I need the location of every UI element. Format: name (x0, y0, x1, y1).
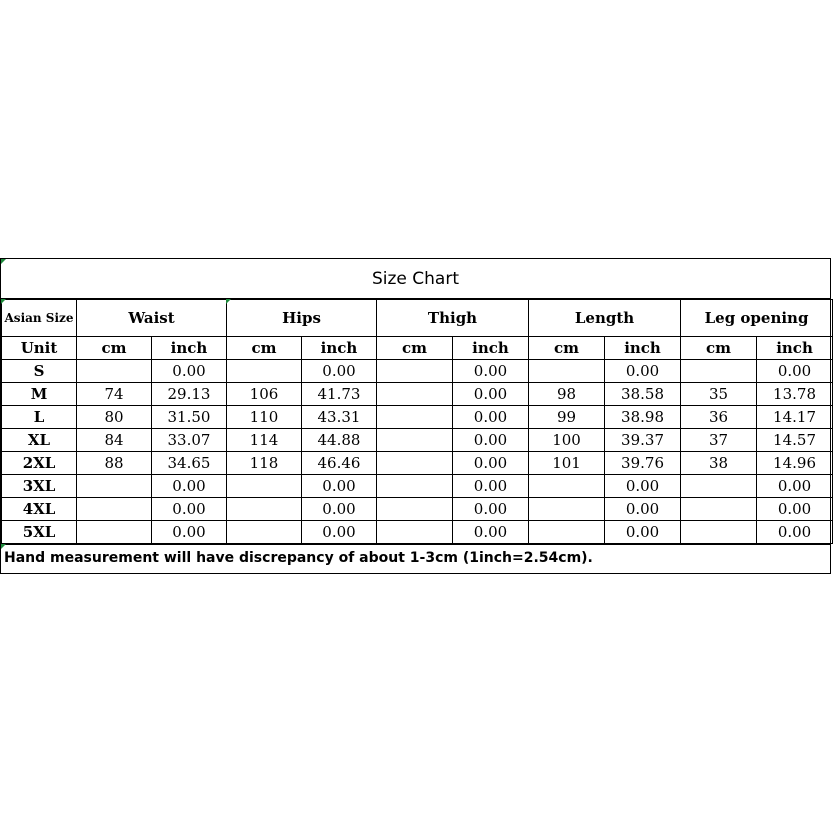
unit-cell: cm (227, 337, 302, 360)
table-cell: 0.00 (605, 475, 681, 498)
table-cell (377, 406, 453, 429)
table-cell: 14.57 (757, 429, 833, 452)
table-cell: 0.00 (605, 360, 681, 383)
unit-cell: cm (529, 337, 605, 360)
cell-marker (1, 259, 6, 264)
table-cell: 0.00 (152, 360, 227, 383)
table-cell: 110 (227, 406, 302, 429)
size-table (1, 299, 833, 544)
table-cell: 88 (77, 452, 152, 475)
table-cell: 39.37 (605, 429, 681, 452)
table-cell: 0.00 (605, 521, 681, 544)
table-cell (681, 475, 757, 498)
size-rows (2, 360, 833, 544)
size-label: 3XL (2, 475, 77, 498)
table-cell: 100 (529, 429, 605, 452)
table-row (2, 429, 833, 452)
group-header-waist: Waist (77, 300, 227, 337)
table-cell (77, 498, 152, 521)
cell-marker (1, 299, 6, 304)
table-cell: 37 (681, 429, 757, 452)
table-cell: 106 (227, 383, 302, 406)
table-cell: 13.78 (757, 383, 833, 406)
table-cell (227, 475, 302, 498)
table-cell: 0.00 (453, 406, 529, 429)
table-cell (377, 521, 453, 544)
table-row (2, 475, 833, 498)
group-header-hips: Hips (227, 300, 377, 337)
table-cell: 31.50 (152, 406, 227, 429)
table-cell: 101 (529, 452, 605, 475)
table-cell: 41.73 (302, 383, 377, 406)
table-cell: 0.00 (453, 498, 529, 521)
table-cell (77, 521, 152, 544)
table-cell: 118 (227, 452, 302, 475)
table-cell: 0.00 (605, 498, 681, 521)
table-cell: 0.00 (757, 475, 833, 498)
table-cell: 0.00 (757, 521, 833, 544)
table-row (2, 360, 833, 383)
table-cell: 44.88 (302, 429, 377, 452)
unit-cell: inch (152, 337, 227, 360)
table-cell: 46.46 (302, 452, 377, 475)
unit-label: Unit (2, 337, 77, 360)
unit-cell: cm (77, 337, 152, 360)
unit-cell: inch (302, 337, 377, 360)
size-label: 5XL (2, 521, 77, 544)
table-cell: 14.17 (757, 406, 833, 429)
table-cell (77, 475, 152, 498)
table-cell: 80 (77, 406, 152, 429)
table-cell (529, 498, 605, 521)
table-cell: 43.31 (302, 406, 377, 429)
size-label: 4XL (2, 498, 77, 521)
table-cell: 34.65 (152, 452, 227, 475)
table-cell: 38.58 (605, 383, 681, 406)
table-row (2, 406, 833, 429)
size-label: L (2, 406, 77, 429)
table-cell: 33.07 (152, 429, 227, 452)
table-cell (227, 360, 302, 383)
table-row (2, 521, 833, 544)
table-cell: 0.00 (453, 383, 529, 406)
table-cell (377, 475, 453, 498)
table-cell (77, 360, 152, 383)
table-cell: 14.96 (757, 452, 833, 475)
table-cell (529, 521, 605, 544)
table-cell: 0.00 (453, 475, 529, 498)
cell-marker (226, 299, 231, 304)
table-cell: 36 (681, 406, 757, 429)
group-header-thigh: Thigh (377, 300, 529, 337)
table-cell (529, 360, 605, 383)
table-cell (681, 521, 757, 544)
size-label: 2XL (2, 452, 77, 475)
table-cell (377, 452, 453, 475)
unit-cell: cm (681, 337, 757, 360)
unit-header-row (2, 337, 833, 360)
asian-size-header: Asian Size (2, 300, 77, 337)
table-cell (377, 360, 453, 383)
table-row (2, 452, 833, 475)
table-cell (377, 429, 453, 452)
table-row (2, 383, 833, 406)
chart-title: Size Chart (1, 259, 830, 299)
table-cell: 38 (681, 452, 757, 475)
table-cell: 98 (529, 383, 605, 406)
group-header-length: Length (529, 300, 681, 337)
table-cell: 29.13 (152, 383, 227, 406)
group-header-leg-opening: Leg opening (681, 300, 833, 337)
table-cell: 39.76 (605, 452, 681, 475)
size-label: XL (2, 429, 77, 452)
table-cell (681, 360, 757, 383)
table-cell: 0.00 (453, 452, 529, 475)
table-cell (227, 521, 302, 544)
table-cell: 0.00 (302, 360, 377, 383)
size-chart (0, 258, 831, 574)
table-cell: 114 (227, 429, 302, 452)
cell-marker (1, 544, 6, 549)
table-cell (377, 498, 453, 521)
table-row (2, 498, 833, 521)
unit-cell: inch (605, 337, 681, 360)
table-cell: 74 (77, 383, 152, 406)
table-cell (529, 475, 605, 498)
table-cell (227, 498, 302, 521)
table-cell: 0.00 (152, 498, 227, 521)
table-cell: 38.98 (605, 406, 681, 429)
unit-cell: inch (757, 337, 833, 360)
table-cell: 0.00 (453, 429, 529, 452)
measurement-footnote: Hand measurement will have discrepancy of about 1-3cm (1inch=2.54cm). (1, 544, 830, 570)
table-cell (377, 383, 453, 406)
unit-cell: inch (453, 337, 529, 360)
table-cell: 84 (77, 429, 152, 452)
table-cell: 99 (529, 406, 605, 429)
table-cell: 0.00 (757, 498, 833, 521)
table-cell: 0.00 (757, 360, 833, 383)
unit-cell: cm (377, 337, 453, 360)
table-cell: 0.00 (302, 521, 377, 544)
table-cell: 0.00 (302, 498, 377, 521)
group-header-row (2, 300, 833, 337)
table-cell: 35 (681, 383, 757, 406)
table-cell: 0.00 (152, 521, 227, 544)
table-cell (681, 498, 757, 521)
table-cell: 0.00 (302, 475, 377, 498)
table-cell: 0.00 (453, 360, 529, 383)
size-label: M (2, 383, 77, 406)
size-label: S (2, 360, 77, 383)
table-cell: 0.00 (453, 521, 529, 544)
table-cell: 0.00 (152, 475, 227, 498)
